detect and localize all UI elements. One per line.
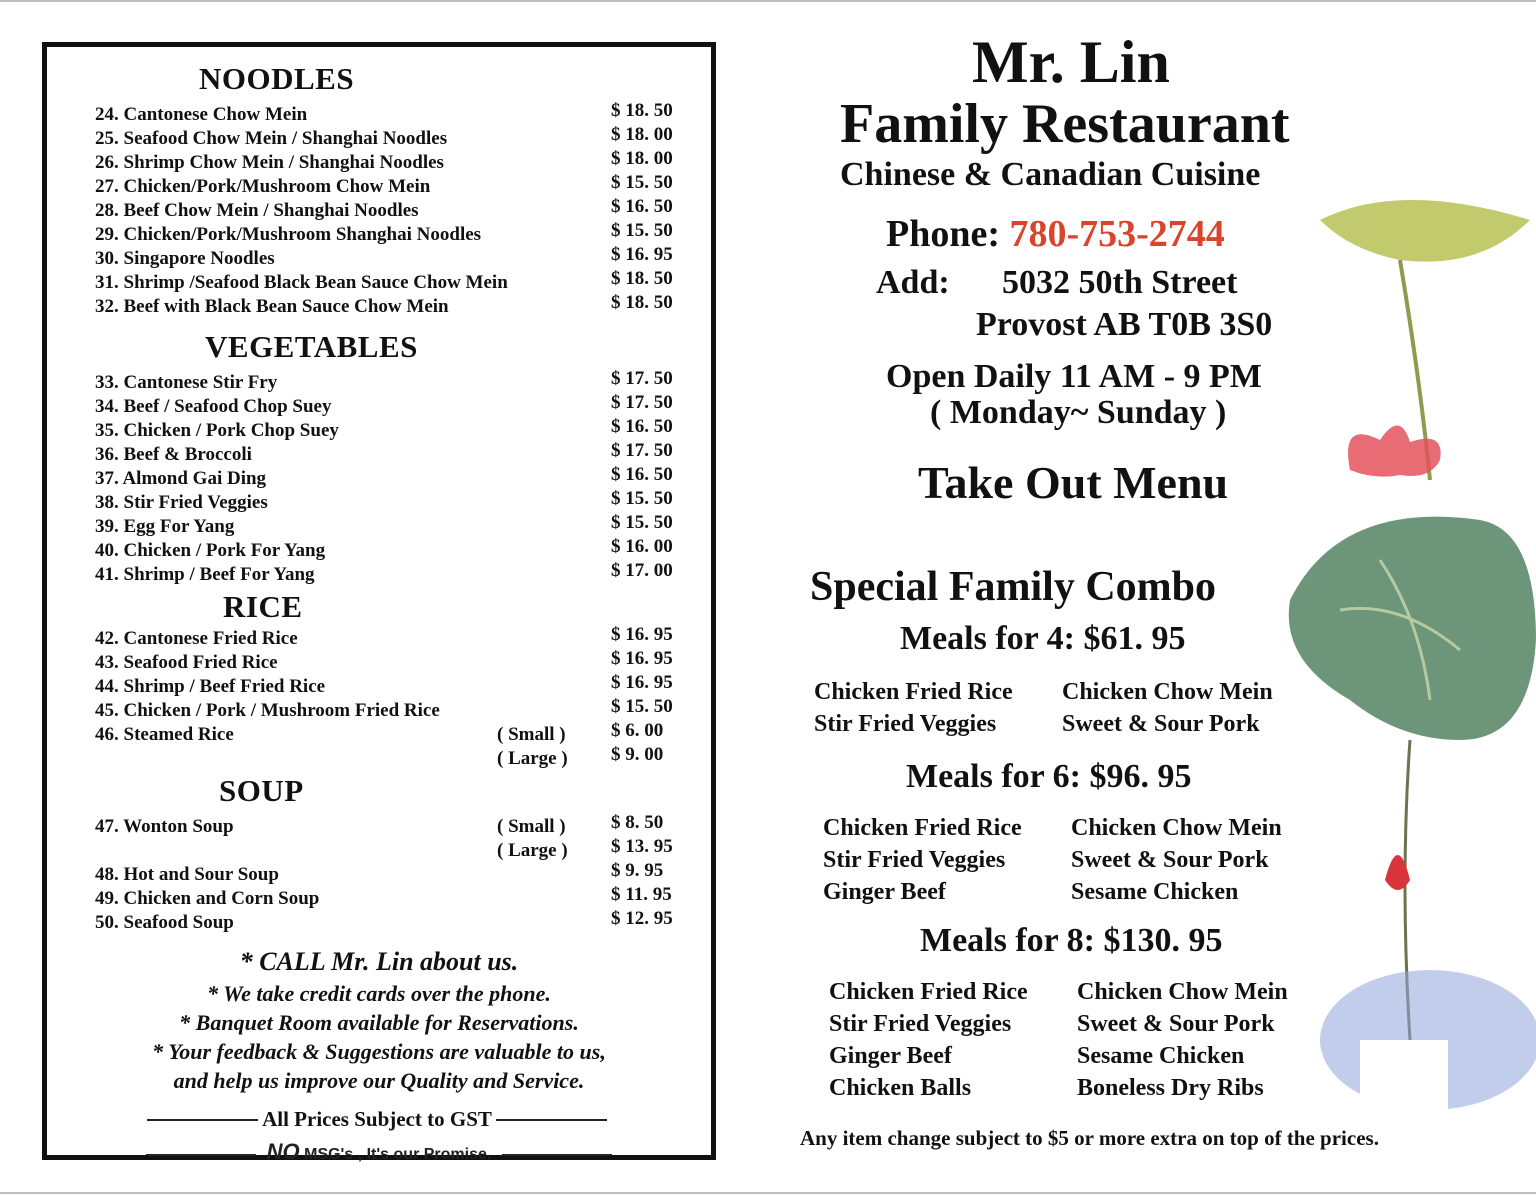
meal-6-heading [906,758,1191,796]
menu-item-price: $ 16. 95 [611,244,673,265]
combo-dish: Sweet & Sour Pork [1062,711,1260,737]
combo-dish: Chicken Chow Mein [1077,979,1288,1005]
price-disclaimer: Any item change subject to $5 or more extra on top of the prices. [800,1126,1379,1150]
call-note: * CALL Mr. Lin about us. [239,947,519,976]
menu-item-price: $ 18. 50 [611,100,673,121]
menu-item-name: 31. Shrimp /Seafood Black Bean Sauce Chow Mein [95,272,508,293]
menu-item-row [95,100,685,127]
menu-item-row [95,368,685,395]
menu-item-price: $ 17. 50 [611,440,673,461]
phone-label: Phone: [886,213,1000,255]
menu-item-row [95,884,685,911]
menu-item-row [95,464,685,491]
menu-item-row [95,440,685,467]
rice-title: RICE [223,589,303,624]
menu-item-name: 36. Beef & Broccoli [95,444,252,465]
menu-item-size: ( Large ) [497,840,568,861]
note-line: * Your feedback & Suggestions are valuable to us, [152,1039,606,1064]
menu-item-price: $ 15. 50 [611,696,673,717]
restaurant-subtitle: Family Restaurant [840,93,1290,155]
menu-item-row [95,624,685,651]
soup-list [95,812,685,935]
notes-block [47,945,711,1095]
menu-item-price: $ 15. 50 [611,220,673,241]
menu-item-name: 46. Steamed Rice [95,724,234,745]
menu-item-price: $ 15. 50 [611,172,673,193]
menu-item-price: $ 8. 50 [611,812,664,833]
no-msg-promise [47,1139,711,1165]
menu-item-name: 50. Seafood Soup [95,912,234,933]
menu-item-name: 43. Seafood Fried Rice [95,652,278,673]
menu-item-price: $ 16. 95 [611,624,673,645]
noodles-list [95,100,685,319]
menu-item-name: 45. Chicken / Pork / Mushroom Fried Rice [95,700,440,721]
combo-dish: Stir Fried Veggies [814,711,997,737]
meal-label: Meals for 8: [920,922,1095,959]
combo-dish: Sweet & Sour Pork [1077,1011,1275,1037]
menu-item-price: $ 9. 95 [611,860,664,881]
menu-item-name: 26. Shrimp Chow Mein / Shanghai Noodles [95,152,444,173]
menu-item-name: 27. Chicken/Pork/Mushroom Chow Mein [95,176,431,197]
menu-item-price: $ 9. 00 [611,744,664,765]
combo-dish: Chicken Chow Mein [1071,815,1282,841]
address-street: 5032 50th Street [1002,264,1238,301]
menu-item-price: $ 16. 95 [611,672,673,693]
menu-item-price: $ 18. 00 [611,148,673,169]
combo-dish: Chicken Balls [829,1075,972,1101]
combo-dish: Chicken Chow Mein [1062,679,1273,705]
rice-list [95,624,685,771]
divider [147,1119,258,1121]
divider [146,1154,256,1156]
combo-column-right [1071,812,1282,908]
menu-item-price: $ 12. 95 [611,908,673,929]
note-line: * We take credit cards over the phone. [207,981,551,1006]
blank-patch [1360,1040,1448,1120]
menu-item-name: 29. Chicken/Pork/Mushroom Shanghai Noodles [95,224,482,245]
combo-dish: Sweet & Sour Pork [1071,847,1269,873]
menu-item-row [95,720,685,747]
menu-item-row [95,124,685,151]
menu-item-row [95,292,685,319]
combo-column-right [1077,976,1288,1104]
menu-item-name: 34. Beef / Seafood Chop Suey [95,396,332,417]
combo-dish: Stir Fried Veggies [829,1011,1012,1037]
gst-text: All Prices Subject to GST [262,1107,492,1131]
divider [496,1119,607,1121]
phone-number[interactable]: 780-753-2744 [1009,213,1225,255]
meal-4-heading [900,620,1185,658]
menu-item-row [95,744,685,771]
vegetables-title: VEGETABLES [205,329,418,364]
address-label: Add: [876,264,950,301]
menu-item-price: $ 16. 50 [611,464,673,485]
note-line: * Banquet Room available for Reservations. [179,1010,579,1035]
menu-item-price: $ 17. 00 [611,560,673,581]
menu-item-row [95,172,685,199]
menu-item-row [95,512,685,539]
combo-dish: Ginger Beef [829,1043,952,1069]
menu-item-price: $ 16. 50 [611,416,673,437]
menu-item-name: 49. Chicken and Corn Soup [95,888,320,909]
menu-item-row [95,696,685,723]
menu-item-price: $ 15. 50 [611,488,673,509]
menu-item-name: 25. Seafood Chow Mein / Shanghai Noodles [95,128,448,149]
combo-title: Special Family Combo [810,564,1216,610]
menu-item-name: 40. Chicken / Pork For Yang [95,540,326,561]
combo-dish: Boneless Dry Ribs [1077,1075,1264,1101]
note-line: and help us improve our Quality and Service. [173,1068,585,1093]
address-line-2: Provost AB T0B 3S0 [976,306,1273,343]
menu-item-name: 33. Cantonese Stir Fry [95,372,278,393]
lotus-leaf-top [1320,200,1530,262]
vegetables-list [95,368,685,587]
menu-item-name: 48. Hot and Sour Soup [95,864,279,885]
menu-item-row [95,244,685,271]
combo-dish: Sesame Chicken [1077,1043,1245,1069]
meal-label: Meals for 4: [900,620,1075,657]
menu-item-name: 32. Beef with Black Bean Sauce Chow Mein [95,296,449,317]
menu-item-row [95,220,685,247]
no-msg-label: NO [266,1139,300,1164]
address-line-1 [876,264,1237,302]
combo-dish: Stir Fried Veggies [823,847,1006,873]
meal-8-heading [920,922,1222,960]
menu-item-row [95,672,685,699]
menu-item-row [95,860,685,887]
menu-item-size: ( Small ) [497,816,566,837]
combo-column-left [814,676,1013,740]
opening-hours: Open Daily 11 AM - 9 PM [886,358,1262,395]
meal-price: $96. 95 [1089,758,1192,795]
menu-item-price: $ 18. 50 [611,268,673,289]
menu-item-price: $ 16. 00 [611,536,673,557]
menu-item-name: 41. Shrimp / Beef For Yang [95,564,315,585]
menu-item-name: 44. Shrimp / Beef Fried Rice [95,676,326,697]
menu-panel-left [42,42,716,1164]
menu-item-row [95,648,685,675]
combo-dish: Ginger Beef [823,879,946,905]
menu-item-price: $ 17. 50 [611,368,673,389]
combo-column-left [829,976,1028,1104]
divider [502,1154,612,1156]
menu-item-row [95,836,685,863]
no-msg-text: MSG's , It's our Promise. [304,1146,492,1163]
combo-dish: Sesame Chicken [1071,879,1239,905]
menu-item-row [95,812,685,839]
menu-item-name: 35. Chicken / Pork Chop Suey [95,420,339,441]
menu-item-row [95,536,685,563]
menu-item-price: $ 16. 95 [611,648,673,669]
menu-item-price: $ 11. 95 [611,884,672,905]
menu-item-price: $ 13. 95 [611,836,673,857]
menu-item-size: ( Large ) [497,748,568,769]
menu-item-price: $ 17. 50 [611,392,673,413]
menu-item-name: 37. Almond Gai Ding [95,468,267,489]
noodles-title: NOODLES [199,61,355,96]
menu-item-name: 24. Cantonese Chow Mein [95,104,308,125]
menu-item-name: 28. Beef Chow Mein / Shanghai Noodles [95,200,419,221]
menu-item-price: $ 18. 00 [611,124,673,145]
soup-title: SOUP [219,773,304,808]
combo-dish: Chicken Fried Rice [823,815,1022,841]
menu-item-row [95,196,685,223]
meal-price: $130. 95 [1103,922,1223,959]
menu-item-row [95,392,685,419]
menu-item-row [95,908,685,935]
menu-item-price: $ 6. 00 [611,720,664,741]
menu-item-row [95,148,685,175]
menu-item-name: 38. Stir Fried Veggies [95,492,268,513]
menu-item-price: $ 18. 50 [611,292,673,313]
menu-type-title: Take Out Menu [918,457,1229,508]
combo-column-left [823,812,1022,908]
gst-notice [147,1107,607,1132]
restaurant-name: Mr. Lin [972,29,1170,95]
menu-item-row [95,268,685,295]
lotus-illustration [1280,180,1536,1140]
menu-item-row [95,560,685,587]
menu-item-name: 30. Singapore Noodles [95,248,275,269]
combo-dish: Chicken Fried Rice [814,679,1013,705]
meal-price: $61. 95 [1083,620,1186,657]
menu-item-row [95,416,685,443]
menu-item-price: $ 15. 50 [611,512,673,533]
combo-column-right [1062,676,1273,740]
menu-panel-right [760,0,1536,1196]
combo-dish: Chicken Fried Rice [829,979,1028,1005]
menu-item-name: 47. Wonton Soup [95,816,234,837]
menu-item-row [95,488,685,515]
menu-item-price: $ 16. 50 [611,196,673,217]
menu-item-name: 42. Cantonese Fried Rice [95,628,298,649]
menu-item-name: 39. Egg For Yang [95,516,235,537]
phone-line [886,212,1225,256]
opening-days: ( Monday~ Sunday ) [930,394,1227,431]
cuisine-type: Chinese & Canadian Cuisine [840,156,1261,193]
menu-item-size: ( Small ) [497,724,566,745]
meal-label: Meals for 6: [906,758,1081,795]
